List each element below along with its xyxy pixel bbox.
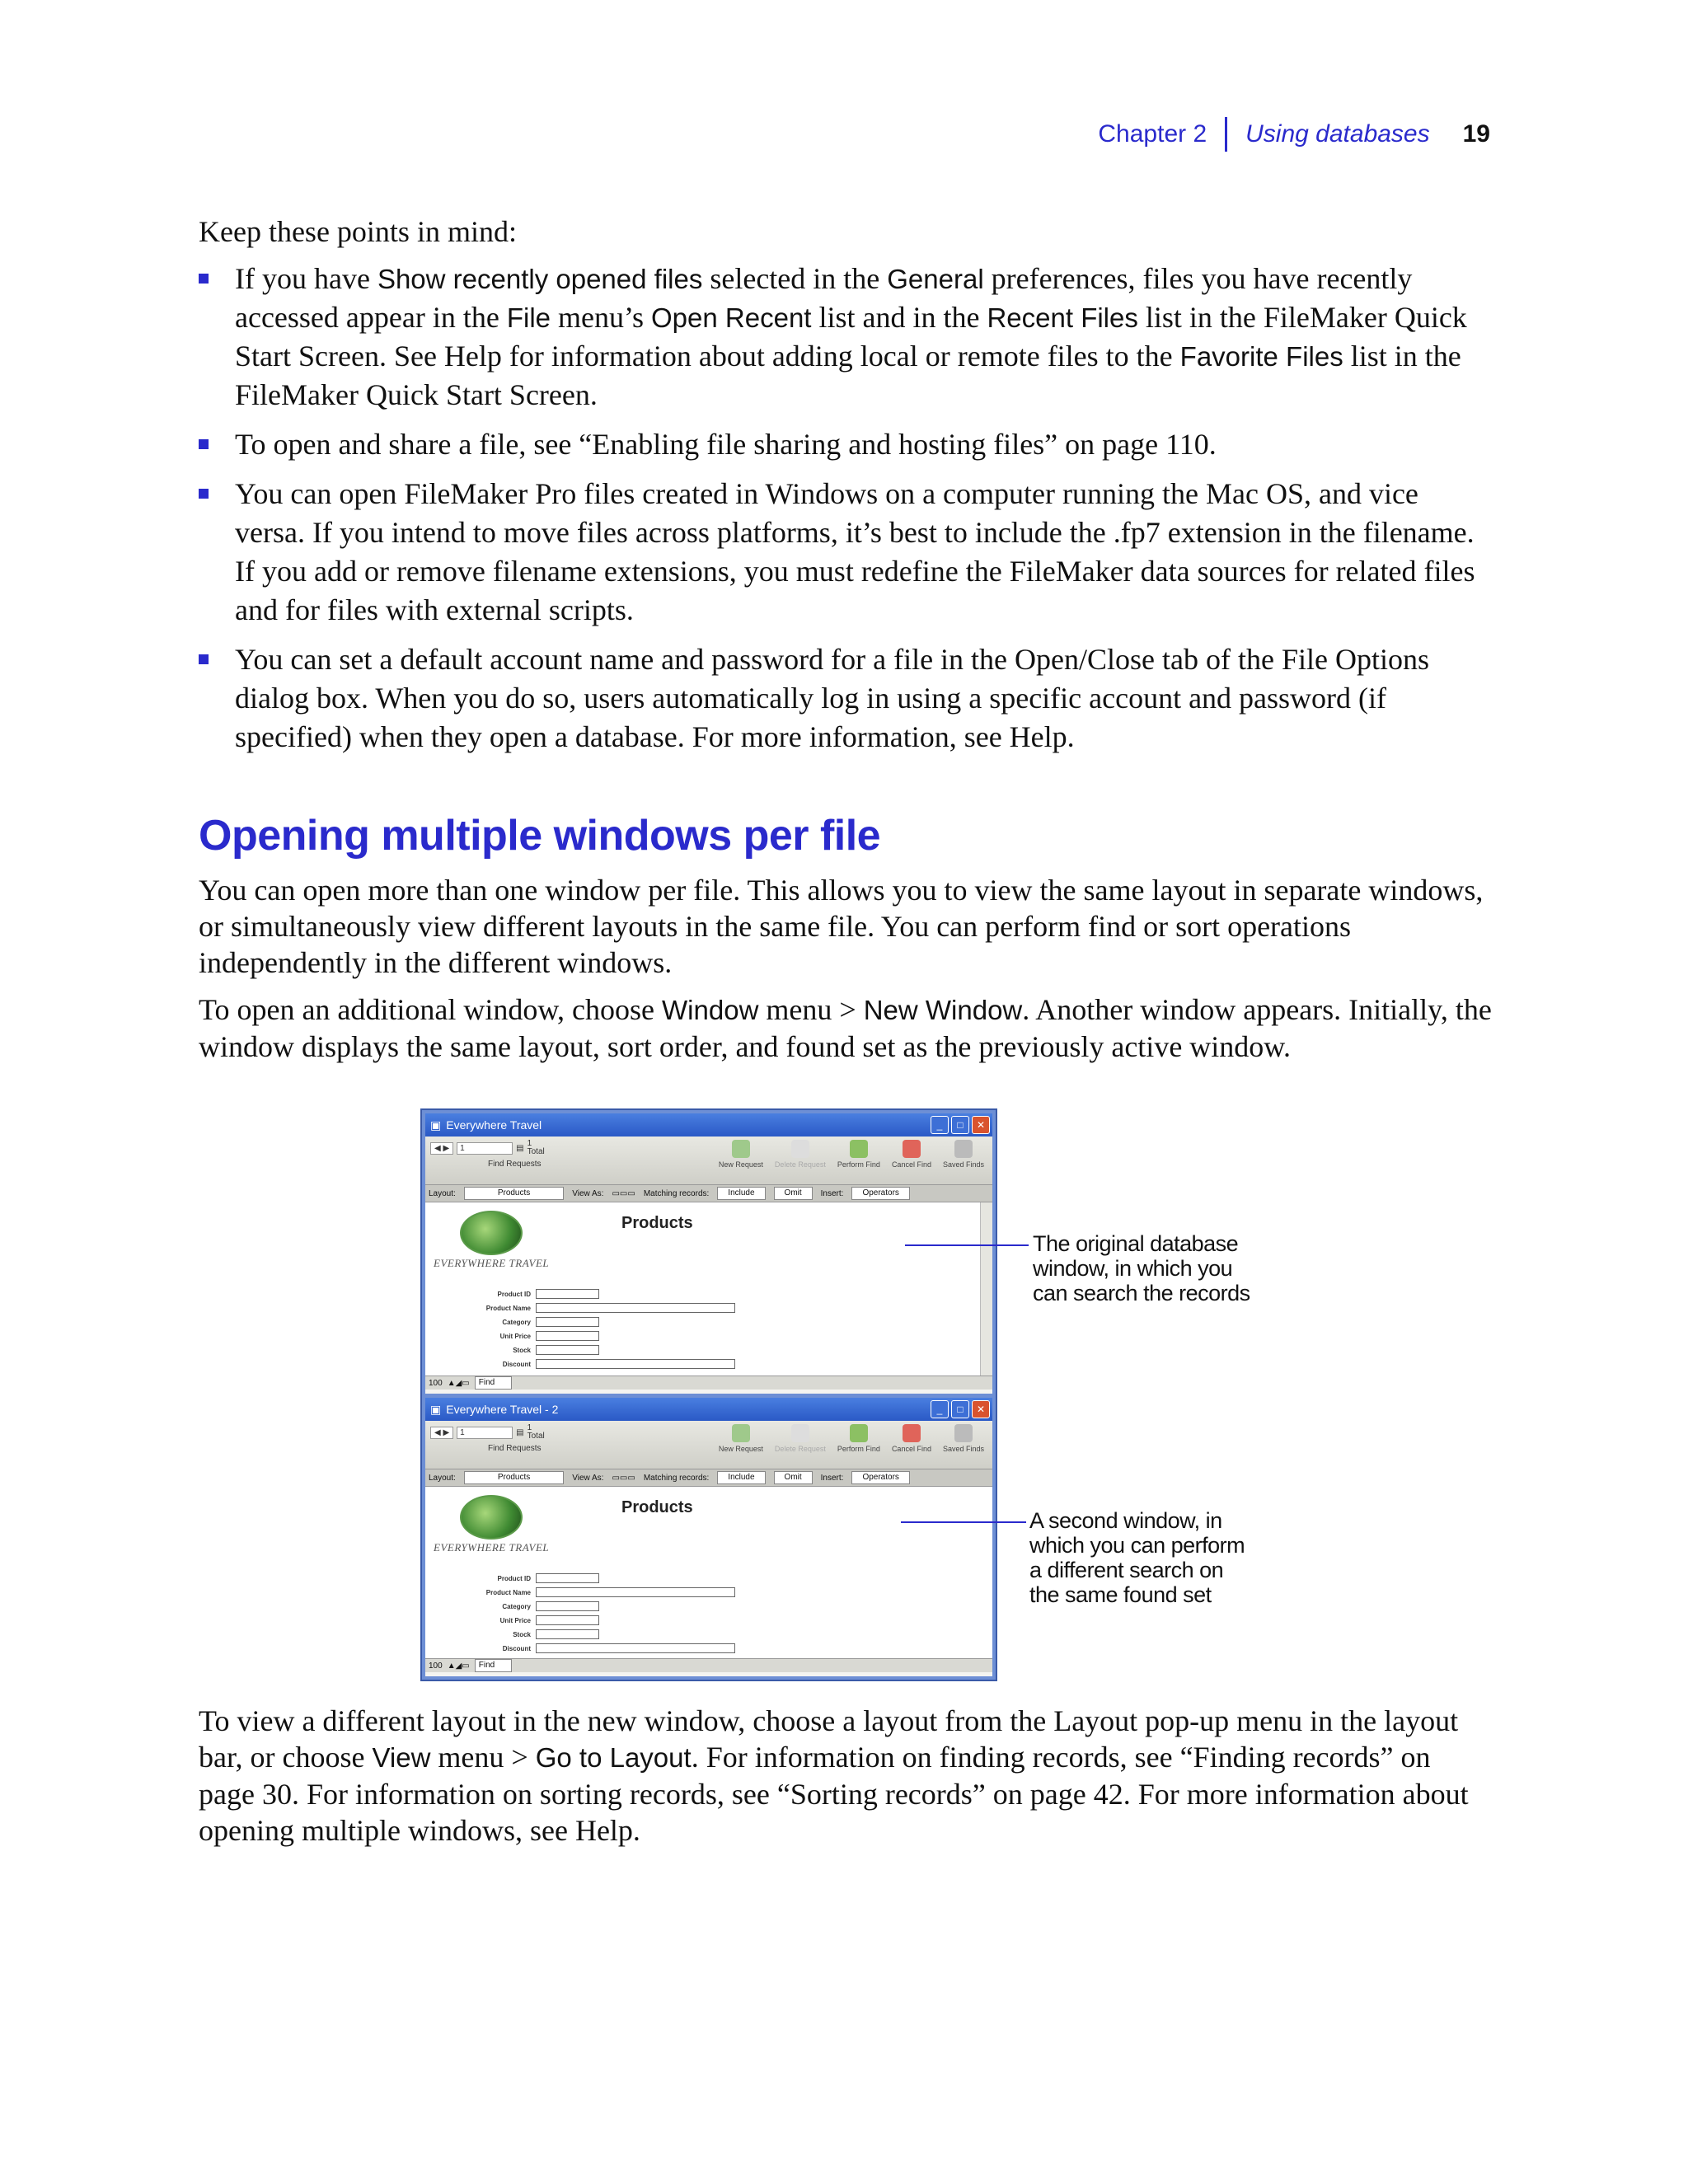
text: menu’s [551, 301, 652, 334]
layout-bar [425, 1469, 992, 1487]
field-row: Category [475, 1317, 599, 1327]
total-label: Total [527, 1432, 545, 1441]
perform-find-icon [850, 1424, 868, 1442]
field-row: Product ID [475, 1573, 599, 1583]
delete-request-icon [791, 1424, 809, 1442]
ui-term: File [506, 302, 551, 333]
record-number-field[interactable]: 1 [457, 1427, 513, 1439]
intro-text: Keep these points in mind: [199, 215, 517, 248]
status-toolbar [425, 1421, 992, 1469]
layout-dropdown[interactable]: Products [464, 1471, 564, 1484]
field-row: Discount [475, 1643, 735, 1653]
include-button[interactable]: Include [717, 1471, 765, 1484]
saved-finds-button[interactable]: Saved Finds [943, 1424, 984, 1453]
insert-label: Insert: [820, 1188, 844, 1198]
ui-term: New Window [863, 995, 1023, 1025]
text: list and in the [811, 301, 987, 334]
field-row: Unit Price [475, 1615, 599, 1625]
layout-dropdown[interactable]: Products [464, 1187, 564, 1200]
perform-find-button[interactable]: Perform Find [837, 1140, 880, 1169]
products-title: Products [621, 1498, 693, 1516]
text: You can set a default account name and password for a file in the Open/Close tab of the File Options dialog box. When you do so, users automatically log in using a specific account and password (if specified) when they open a database. For more information, see Help. [235, 643, 1429, 753]
text: menu > [430, 1741, 536, 1774]
zoom-icon[interactable]: ▲◢▭ [447, 1378, 470, 1388]
find-field[interactable] [536, 1303, 735, 1313]
operators-dropdown[interactable]: Operators [851, 1187, 909, 1200]
layout-body [425, 1487, 992, 1658]
scrollbar[interactable] [980, 1202, 992, 1376]
new-request-button[interactable]: New Request [719, 1140, 763, 1169]
find-field[interactable] [536, 1331, 599, 1341]
field-row: Product Name [475, 1303, 735, 1313]
window-second [425, 1398, 992, 1676]
ui-term: Open Recent [651, 302, 812, 333]
callout-original-window: The original database window, in which you can search the records [1033, 1231, 1250, 1305]
text: If you have [235, 262, 377, 295]
window-title: Everywhere Travel - 2 [446, 1403, 559, 1416]
bullet-icon [199, 489, 209, 499]
matching-label: Matching records: [643, 1188, 710, 1198]
status-bar [425, 1658, 992, 1672]
zoom-level[interactable]: 100 [429, 1378, 443, 1388]
mode-dropdown[interactable]: Find [475, 1659, 512, 1672]
find-field[interactable] [536, 1629, 599, 1639]
find-field[interactable] [536, 1289, 599, 1299]
ui-term: Window [662, 995, 759, 1025]
cancel-find-button[interactable]: Cancel Find [892, 1424, 931, 1453]
layout-label: Layout: [429, 1188, 456, 1198]
total-count: 1 [527, 1423, 532, 1432]
find-field[interactable] [536, 1573, 599, 1583]
text: list in the FileMaker Quick Start Screen. [235, 340, 1461, 411]
zoom-icon[interactable]: ▲◢▭ [447, 1661, 470, 1671]
text: To open an additional window, choose [199, 993, 663, 1026]
window-original [425, 1113, 992, 1394]
layout-bar [425, 1184, 992, 1202]
record-number-field[interactable]: 1 [457, 1142, 513, 1155]
filemaker-screenshot [420, 1108, 997, 1681]
insert-label: Insert: [820, 1473, 844, 1483]
cancel-find-button[interactable]: Cancel Find [892, 1140, 931, 1169]
bullet-item [199, 475, 1493, 630]
mode-dropdown[interactable]: Find [475, 1376, 512, 1390]
section-title: Using databases [1245, 120, 1430, 148]
find-requests-label: Find Requests [488, 1444, 542, 1453]
view-as-label: View As: [572, 1473, 604, 1483]
field-row: Product ID [475, 1289, 599, 1299]
app-icon: ▣ [430, 1402, 442, 1416]
text: preferences, files you have recently accessed appear in the [235, 262, 1413, 334]
total-count: 1 [527, 1139, 532, 1148]
saved-finds-icon [954, 1140, 973, 1158]
minimize-icon[interactable]: _ [931, 1400, 949, 1418]
minimize-icon[interactable]: _ [931, 1116, 949, 1134]
find-field[interactable] [536, 1643, 735, 1653]
products-title: Products [621, 1214, 693, 1232]
zoom-level[interactable]: 100 [429, 1661, 443, 1671]
title-bar [425, 1113, 992, 1137]
bullet-icon [199, 274, 209, 284]
nav-arrows[interactable]: ◀ ▶ [430, 1427, 453, 1439]
omit-button[interactable]: Omit [774, 1187, 813, 1200]
layout-label: Layout: [429, 1473, 456, 1483]
window-title: Everywhere Travel [446, 1118, 542, 1132]
view-as-buttons[interactable]: ▭▭▭ [612, 1473, 635, 1483]
saved-finds-button[interactable]: Saved Finds [943, 1140, 984, 1169]
find-field[interactable] [536, 1359, 735, 1369]
text: To open and share a file, see “Enabling file sharing and hosting files” on page 110. [235, 428, 1217, 461]
field-row: Stock [475, 1345, 599, 1355]
saved-finds-icon [954, 1424, 973, 1442]
cancel-find-icon [903, 1424, 921, 1442]
callout-line [901, 1521, 1026, 1523]
new-request-button[interactable]: New Request [719, 1424, 763, 1453]
text: You can open FileMaker Pro files created in Windows on a computer running the Mac OS, and vice versa. If you intend to move files across platforms, it’s best to include the .fp7 extension in the filename. If you add or remove filename extensions, you must redefine the FileMaker data sources for related files and for files with external scripts. [235, 477, 1475, 626]
view-as-buttons[interactable]: ▭▭▭ [612, 1188, 635, 1198]
omit-button[interactable]: Omit [774, 1471, 813, 1484]
app-icon: ▣ [430, 1118, 442, 1132]
layout-body [425, 1202, 992, 1376]
status-bar [425, 1376, 992, 1390]
delete-request-button[interactable]: Delete Request [775, 1140, 826, 1169]
field-row: Discount [475, 1359, 735, 1369]
close-icon[interactable]: ✕ [972, 1116, 990, 1134]
view-as-label: View As: [572, 1188, 604, 1198]
text: selected in the [702, 262, 888, 295]
text: . Another window appears. Initially, the window displays the same layout, sort order, and found set as the previously active window. [199, 993, 1492, 1063]
closing-paragraph [199, 1703, 1493, 1849]
field-row: Unit Price [475, 1331, 599, 1341]
bullet-item [199, 260, 1493, 415]
section-heading: Opening multiple windows per file [199, 812, 881, 860]
text: . For information on finding records, see “Finding records” on page 30. For information on sorting records, see “Sorting records” on page 42. For more information about opening multiple windows, see Help. [199, 1741, 1469, 1847]
field-row: Stock [475, 1629, 599, 1639]
bullet-item [199, 640, 1493, 757]
maximize-icon[interactable]: □ [951, 1116, 969, 1134]
page-content [199, 213, 1493, 1076]
find-field[interactable] [536, 1587, 735, 1597]
book-icon: ▤ [516, 1427, 524, 1437]
find-field[interactable] [536, 1345, 599, 1355]
ui-term: Go to Layout [535, 1742, 692, 1773]
perform-find-button[interactable]: Perform Find [837, 1424, 880, 1453]
close-icon[interactable]: ✕ [972, 1400, 990, 1418]
running-header [1098, 115, 1490, 153]
title-bar [425, 1398, 992, 1421]
ui-term: General [887, 264, 984, 294]
cancel-find-icon [903, 1140, 921, 1158]
callout-second-window: A second window, in which you can perform a different search on the same found set [1029, 1508, 1245, 1607]
ui-term: Favorite Files [1179, 341, 1343, 372]
paragraph: You can open more than one window per file. This allows you to view the same layout in separate windows, or simultaneously view different layouts in the same file. You can perform find or sort operations independently in the different windows. [199, 874, 1484, 979]
matching-label: Matching records: [643, 1473, 710, 1483]
bullet-icon [199, 439, 209, 449]
status-toolbar [425, 1137, 992, 1184]
total-label: Total [527, 1147, 545, 1156]
perform-find-icon [850, 1140, 868, 1158]
maximize-icon[interactable]: □ [951, 1400, 969, 1418]
delete-request-button[interactable]: Delete Request [775, 1424, 826, 1453]
ui-term: Show recently opened files [377, 264, 703, 294]
include-button[interactable]: Include [717, 1187, 765, 1200]
text: list in the FileMaker Quick Start Screen. See Help for information about adding local or remote files to the [235, 301, 1467, 373]
globe-logo-icon [460, 1211, 523, 1255]
find-requests-label: Find Requests [488, 1160, 542, 1169]
text: menu > [758, 993, 864, 1026]
paragraph [199, 991, 1493, 1065]
brand-text: EVERYWHERE TRAVEL [434, 1257, 550, 1269]
ui-term: View [372, 1742, 431, 1773]
ui-term: Recent Files [987, 302, 1138, 333]
find-field[interactable] [536, 1601, 599, 1611]
delete-request-icon [791, 1140, 809, 1158]
bullet-icon [199, 654, 209, 664]
callout-line [905, 1244, 1029, 1246]
new-request-icon [732, 1140, 750, 1158]
field-row: Product Name [475, 1587, 735, 1597]
brand-text: EVERYWHERE TRAVEL [434, 1541, 550, 1554]
find-field[interactable] [536, 1317, 599, 1327]
chapter-label: Chapter 2 [1098, 120, 1207, 148]
book-icon: ▤ [516, 1143, 524, 1153]
bullet-list [199, 260, 1493, 757]
find-field[interactable] [536, 1615, 599, 1625]
field-row: Category [475, 1601, 599, 1611]
header-divider [1225, 117, 1227, 152]
text: To view a different layout in the new window, choose a layout from the Layout pop-up menu in the layout bar, or choose [199, 1704, 1459, 1774]
new-request-icon [732, 1424, 750, 1442]
page-number: 19 [1462, 120, 1490, 148]
globe-logo-icon [460, 1495, 523, 1540]
operators-dropdown[interactable]: Operators [851, 1471, 909, 1484]
bullet-item [199, 425, 1493, 464]
nav-arrows[interactable]: ◀ ▶ [430, 1142, 453, 1155]
